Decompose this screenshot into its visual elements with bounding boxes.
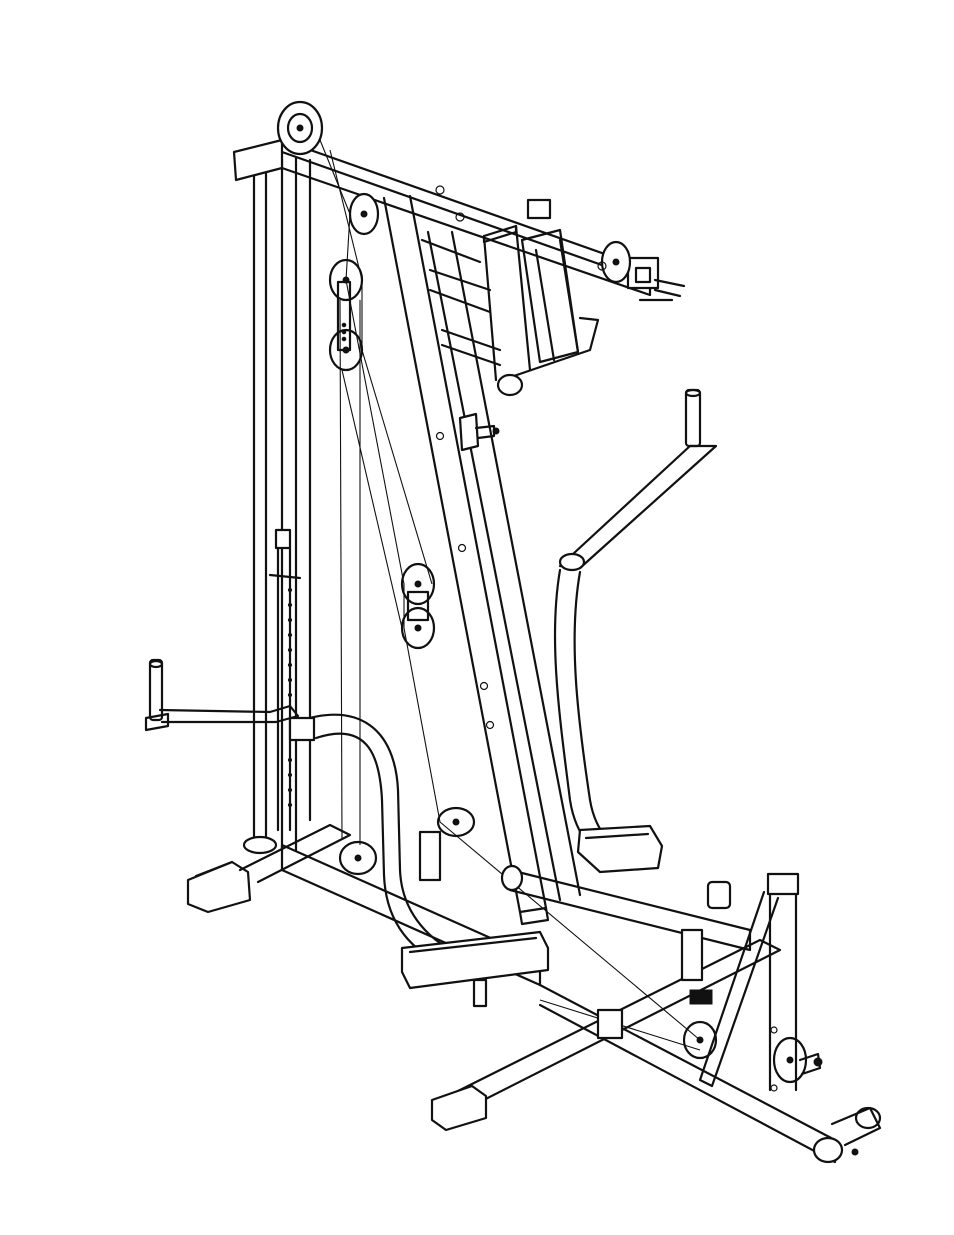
top-mid-bracket [528,200,550,218]
pulley-stack-upper [330,194,378,370]
top-right-pulley [602,242,630,282]
left-curved-handle [290,715,472,970]
press-arm-pivot [498,375,522,395]
pulley-low-center [438,808,474,836]
right-curved-handle [555,570,640,870]
right-weight-horn [560,390,716,570]
top-right-end-cap [628,258,658,288]
stack-pin-top [276,530,290,548]
top-left-pulley [278,102,322,154]
left-handle-grip-cap [290,718,314,740]
pulley-low-left [340,842,376,874]
left-weight-horn [146,660,298,730]
diagonal-column [384,196,580,924]
tower-base-collar [244,837,276,853]
right-foot-platform [578,826,662,872]
press-arm-assembly [422,226,598,395]
rear-foot-cap [432,1086,486,1130]
left-foot-platform [402,932,548,1006]
rail-end-cap-right [856,1108,880,1128]
top-left-cap [234,140,282,180]
rail-end-cap-left [814,1138,842,1162]
pulley-stack-lower [402,564,434,648]
main-tower [244,158,310,853]
knob [708,882,730,908]
